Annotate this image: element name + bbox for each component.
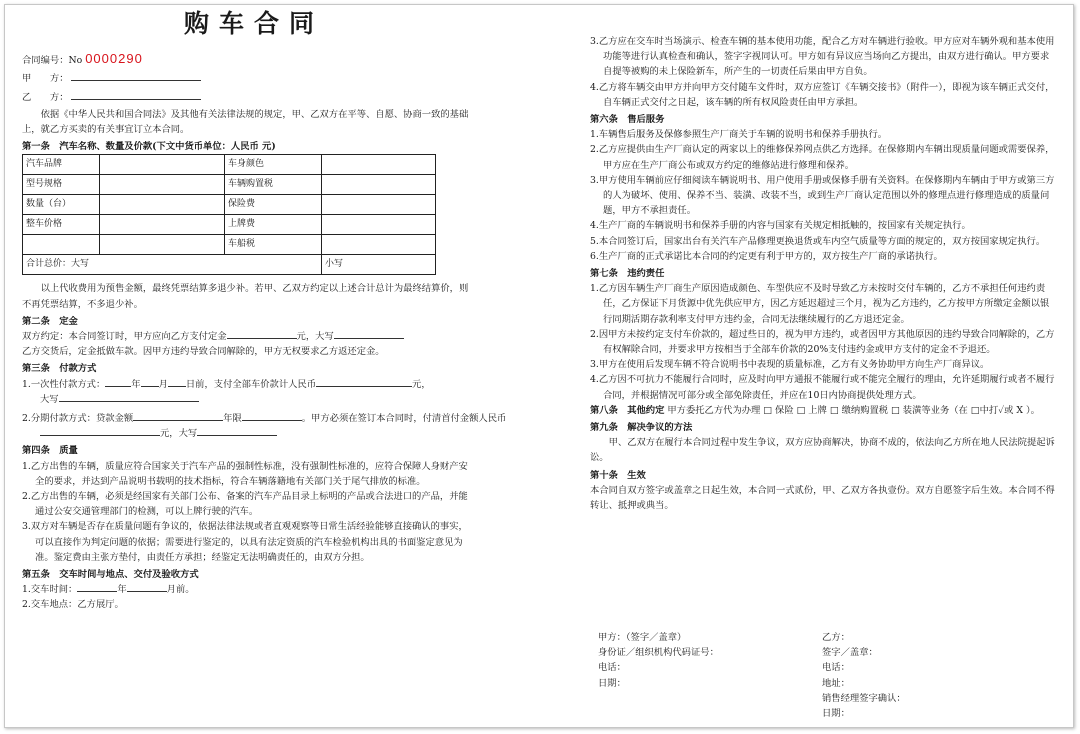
article-7-item-2: 2.因甲方未按约定支付车价款的，超过些日的，视为甲方违约，或者因甲方其他原因的违约导致合同解除的，乙方有权解除合同，并要求甲方按相当于全部车价款的20%支付违约金或甲方支付的定金不予退还。 (590, 328, 1055, 356)
sig-b-phone: 电话： (822, 662, 850, 674)
loan-label: 2.分期付款方式：贷款金额 (22, 413, 134, 425)
article-6-item-3: 3.甲方使用车辆前应仔细阅读车辆说明书、用户使用手册或保修手册有关资料。在保修期内车辆由于甲方或第三方的人为破坏、使用、保养不当、装潢、改装不当，或到生产厂商认定范围以外的修理点进行修理造成的质量问题，甲方不承担责任。 (590, 174, 1055, 217)
uppercase-label: 大写 (40, 393, 59, 405)
article-4-heading: 第四条 质量 (22, 445, 78, 457)
delivery-time-label: 1.交车时间： (22, 584, 78, 596)
qty-field[interactable] (100, 195, 225, 215)
right-page (590, 34, 1058, 513)
party-a-field[interactable] (71, 71, 201, 81)
sig-b-address: 地址： (822, 677, 850, 689)
pay-text: 日前，支付全部车价款计人民币 (185, 378, 317, 390)
month-label: 月 (158, 378, 168, 390)
lump-sum-label: 1.一次性付款方式： (22, 378, 106, 390)
year-field[interactable] (105, 377, 131, 387)
party-b-line (22, 90, 476, 105)
yuan-label: 元， (412, 378, 431, 390)
article-1-heading: 第一条 汽车名称、数量及价款(下文中货币单位：人民币 元) (22, 141, 276, 153)
vessel-tax-label: 车船税 (225, 235, 322, 255)
party-a-signature-block (598, 630, 719, 691)
article-3-line-1 (22, 377, 476, 392)
color-label: 车身颜色 (225, 155, 322, 175)
model-field[interactable] (100, 175, 225, 195)
sig-a-phone: 电话： (598, 662, 626, 674)
vessel-tax-field[interactable] (322, 235, 436, 255)
article-2-line-2: 乙方交货后，定金抵做车款。因甲方违约导致合同解除的，甲方无权要求乙方返还定金。 (22, 346, 385, 358)
purchase-tax-label: 车辆购置税 (225, 175, 322, 195)
term-field[interactable] (242, 411, 302, 421)
loan-amount-field[interactable] (133, 411, 223, 421)
lump-sum-amount-field[interactable] (316, 377, 412, 387)
article-7-item-1: 1.乙方因车辆生产厂商生产原因造成颜色、车型供应不及时导致乙方未按时交付车辆的，乙方不承担任何违约责任，乙方保证下月货源中优先供应甲方，因乙方延迟超过三个月，视为乙方违约，乙方按甲方所缴定金额以银行同期活期存款利率支付甲方违约金，合同无法继续履行的乙方退还定金。 (590, 283, 1050, 325)
plate-fee-label: 上牌费 (225, 215, 322, 235)
sig-b-party: 乙方： (822, 632, 850, 643)
model-label: 型号规格 (23, 175, 100, 195)
delivery-month-field[interactable] (127, 582, 167, 592)
down-payment-uppercase-label: 元，大写 (160, 428, 198, 440)
article-9-heading: 第九条 解决争议的方法 (590, 422, 693, 434)
article-7-item-3: 3.甲方在使用后发现车辆不符合说明书中表现的质量标准，乙方有义务协助甲方向生产厂商异议。 (590, 359, 990, 371)
article-9-text: 甲、乙双方在履行本合同过程中发生争议，双方应协商解决，协商不成的，依法向乙方所在地人民法院提起诉讼。 (590, 437, 1055, 464)
article-6-heading: 第六条 售后服务 (590, 114, 665, 126)
article-8-line (590, 403, 1058, 418)
article-10-text: 本合同自双方签字或盖章之日起生效，本合同一式贰份，甲、乙双方各执壹份。双方自愿签字后生效。本合同不得转让、抵押或典当。 (590, 484, 1055, 512)
party-a-line (22, 71, 476, 86)
plate-fee-field[interactable] (322, 215, 436, 235)
insurance-field[interactable] (322, 195, 436, 215)
article-5-item-2: 2.交车地点：乙方展厅。 (22, 599, 124, 611)
article-3-line-2 (22, 411, 507, 426)
installment-text: 。甲方必须在签订本合同时，付清首付金额人民币 (301, 413, 507, 425)
down-payment-uppercase-field[interactable] (197, 426, 277, 436)
term-label: 年限 (223, 413, 242, 425)
party-b-signature-block (822, 630, 906, 721)
sig-b-manager: 销售经理签字确认： (822, 692, 906, 704)
article-4-item-2: 2.乙方出售的车辆，必须是经国家有关部门公布、备案的汽车产品目录上标明的产品或合法进口的产品，并能通过公安交通管理部门的检测，可以上牌行驶的汽车。 (22, 491, 468, 518)
sig-a-date: 日期： (598, 677, 626, 689)
article-5-heading: 第五条 交车时间与地点、交付及验收方式 (22, 569, 199, 581)
contract-number-line (22, 51, 476, 68)
party-b-field[interactable] (71, 90, 201, 100)
down-payment-field[interactable] (40, 426, 160, 436)
day-field[interactable] (168, 377, 186, 387)
article-2-heading: 第二条 定金 (22, 315, 78, 327)
blank-cell (23, 235, 100, 255)
sig-a-signature: 甲方：（签字／盖章） (598, 632, 687, 643)
article-5-item-1 (22, 582, 476, 597)
price-label: 整车价格 (23, 215, 100, 235)
article-5-item-3: 3.乙方应在交车时当场演示、检查车辆的基本使用功能，配合乙方对车辆进行验收。甲方应对车辆外观和基本使用功能等进行认真检查和确认，签字字视同认可。甲方如有异议应当场向乙方提出，由双方进行确认。甲方要求自提等被购的未上保险新车，所产生的一切责任后果由甲方自负。 (590, 36, 1055, 78)
total-uppercase-cell[interactable] (23, 255, 322, 275)
contract-number: 0000290 (85, 51, 143, 67)
deposit-amount-field[interactable] (227, 329, 297, 339)
left-page (22, 8, 507, 613)
insurance-label: 保险费 (225, 195, 322, 215)
article-3-heading: 第三条 付款方式 (22, 363, 97, 375)
sig-b-signature: 签字／盖章： (822, 647, 878, 659)
article-6-item-1: 1.车辆售后服务及保修参照生产厂商关于车辆的说明书和保养手册执行。 (590, 129, 888, 141)
qty-label: 数量（台） (23, 195, 100, 215)
article-8-text: 甲方委托乙方代为办理 □ 保险 □ 上牌 □ 缴纳购置税 □ 装潢等业务（在 □中打✓或 X ）。 (667, 404, 1040, 416)
price-field[interactable] (100, 215, 225, 235)
article-6-item-5: 5.本合同签订后，国家出台有关汽车产品修理更换退货或车内空气质量等方面的规定的，双方按国家规定执行。 (590, 235, 1046, 247)
deposit-note: 以上代收费用为预售金额，最终凭票结算多退少补。若甲、乙双方约定以上述合计总计为最终结算价，则不再凭票结算，不多退少补。 (22, 283, 469, 310)
party-a-label: 甲 方： (22, 73, 69, 85)
article-7-item-4: 4.乙方因不可抗力不能履行合同时，应及时向甲方通报不能履行或不能完全履行的理由，允许延期履行或者不履行合同，并根据情况可部分或全部免除责任，并应在10日内协商提供处理方式。 (590, 374, 1055, 401)
deposit-uppercase-field[interactable] (334, 329, 404, 339)
article-6-item-6: 6.生产厂商的正式承诺比本合同的约定更有利于甲方的，双方按生产厂商的承诺执行。 (590, 250, 943, 262)
total-lowercase-cell[interactable] (322, 255, 436, 275)
article-3-line-1b (22, 392, 476, 407)
month-field[interactable] (141, 377, 159, 387)
brand-label: 汽车品牌 (23, 155, 100, 175)
preamble: 依据《中华人民共和国合同法》及其他有关法律法规的规定，甲、乙双方在平等、自愿、协商一致的基础上，就乙方买卖的有关事宜订立本合同。 (22, 108, 469, 136)
lump-sum-uppercase-field[interactable] (59, 392, 199, 402)
delivery-month-label: 月前。 (166, 584, 195, 596)
article-10-heading: 第十条 生效 (590, 469, 646, 481)
party-b-label: 乙 方： (22, 91, 69, 103)
lowercase-label: 小写 (325, 259, 344, 270)
sig-b-date: 日期： (822, 708, 850, 720)
article-4-item-1: 1.乙方出售的车辆，质量应符合国家关于汽车产品的强制性标准，没有强制性标准的，应符合保障人身财产安全的要求，并达到产品说明书载明的技术指标，符合车辆落籍地有关部门关于尾气排放的标准。 (22, 460, 468, 487)
contract-number-label: 合同编号：No (22, 55, 83, 67)
article-5-item-4: 4.乙方将车辆交由甲方并向甲方交付随车文件时，双方应签订《车辆交接书》（附件一），即视为该车辆正式交付，自车辆正式交付之日起，该车辆的所有权风险责任由甲方承担。 (590, 81, 1055, 108)
total-label: 合计总价：大写 (26, 259, 90, 270)
delivery-year-label: 年 (117, 584, 127, 596)
year-label: 年 (131, 378, 141, 390)
article-2-line-1 (22, 329, 476, 344)
vehicle-spec-table (22, 154, 436, 275)
deposit-text: 双方约定：本合同签订时，甲方应向乙方支付定金 (22, 331, 227, 343)
blank-cell (100, 235, 225, 255)
deposit-uppercase-label: 元，大写 (296, 331, 334, 343)
contract-title: 购车合同 (183, 9, 324, 38)
article-8-heading: 第八条 其他约定 (590, 404, 665, 416)
purchase-tax-field[interactable] (322, 175, 436, 195)
article-3-line-2b (22, 426, 476, 441)
article-4-item-3: 3.双方对车辆是否存在质量问题有争议的，依据法律法规或者直观观察等日常生活经验能够直接确认的事实，可以直接作为判定问题的依据；需要进行鉴定的，以具有法定资质的汽车检验机构出具的书面鉴定意见为准。鉴定费由主张方垫付，由责任方承担；经鉴定无法明确责任的，由双方分担。 (22, 521, 468, 563)
delivery-year-field[interactable] (77, 582, 117, 592)
brand-field[interactable] (100, 155, 225, 175)
article-6-item-2: 2.乙方应提供由生产厂商认定的两家以上的维修保养网点供乙方选择。在保修期内车辆出现质量问题或需要保养，甲方应在生产厂商公布或双方约定的维修站进行修理和保养。 (590, 144, 1055, 171)
sig-a-id: 身份证／组织机构代码证号： (598, 647, 719, 659)
article-6-item-4: 4.生产厂商的车辆说明书和保养手册的内容与国家有关规定相抵触的，按国家有关规定执行。 (590, 220, 971, 232)
color-field[interactable] (322, 155, 436, 175)
article-7-heading: 第七条 违约责任 (590, 268, 665, 280)
